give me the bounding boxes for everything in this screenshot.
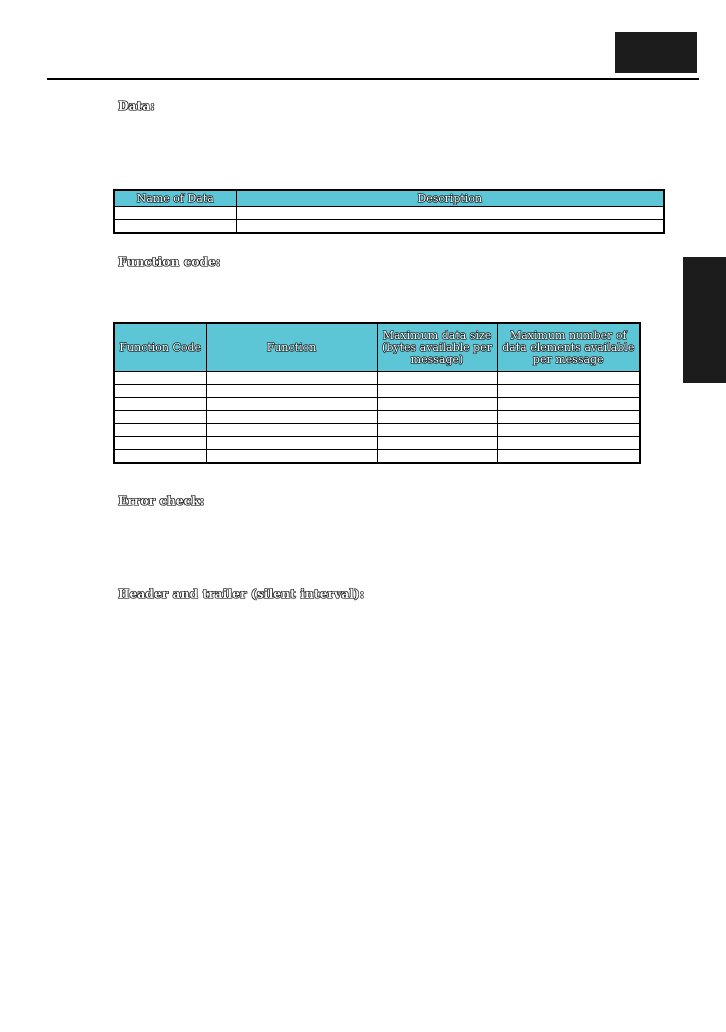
side-index-tab — [683, 257, 726, 383]
header-rule — [47, 78, 699, 80]
table-row — [114, 398, 640, 411]
table-row — [114, 411, 640, 424]
table-cell — [497, 450, 640, 464]
function-code-table — [113, 322, 641, 464]
table-cell — [206, 398, 377, 411]
table-cell — [497, 372, 640, 385]
table-header-row — [114, 323, 640, 372]
error-check-heading: Error check: — [118, 494, 205, 508]
table-cell — [206, 424, 377, 437]
column-header: Name of Data — [114, 190, 236, 207]
data-heading: Data: — [118, 99, 155, 113]
table-cell — [114, 424, 206, 437]
table-cell — [114, 411, 206, 424]
table-row — [114, 450, 640, 464]
table-cell — [377, 411, 497, 424]
table-cell — [114, 385, 206, 398]
header-trailer-heading: Header and trailer (silent interval): — [118, 587, 365, 601]
table-row — [114, 437, 640, 450]
column-header: Maximum number of data elements available per message — [497, 323, 640, 372]
table-header-row — [114, 190, 664, 207]
table-cell — [497, 398, 640, 411]
table-cell — [114, 207, 236, 220]
table-row — [114, 385, 640, 398]
table-cell — [206, 437, 377, 450]
table-cell — [377, 372, 497, 385]
table-cell — [377, 385, 497, 398]
table-cell — [114, 398, 206, 411]
table-cell — [497, 385, 640, 398]
table-row — [114, 207, 664, 220]
table-cell — [206, 372, 377, 385]
table-cell — [497, 411, 640, 424]
table-row — [114, 424, 640, 437]
table-cell — [206, 450, 377, 464]
chapter-tab — [615, 32, 697, 73]
table-cell — [377, 437, 497, 450]
table-cell — [114, 220, 236, 234]
function-code-heading: Function code: — [118, 255, 221, 269]
table-cell — [114, 437, 206, 450]
table-cell — [236, 207, 664, 220]
table-row — [114, 220, 664, 234]
column-header: Function — [206, 323, 377, 372]
column-header: Maximum data size (bytes available per message) — [377, 323, 497, 372]
table-cell — [236, 220, 664, 234]
table-cell — [206, 411, 377, 424]
table-cell — [114, 372, 206, 385]
table-cell — [377, 424, 497, 437]
data-table — [113, 189, 665, 234]
column-header: Description — [236, 190, 664, 207]
table-cell — [377, 450, 497, 464]
table-cell — [497, 437, 640, 450]
table-cell — [377, 398, 497, 411]
column-header: Function Code — [114, 323, 206, 372]
table-cell — [206, 385, 377, 398]
table-row — [114, 372, 640, 385]
table-cell — [497, 424, 640, 437]
table-cell — [114, 450, 206, 464]
